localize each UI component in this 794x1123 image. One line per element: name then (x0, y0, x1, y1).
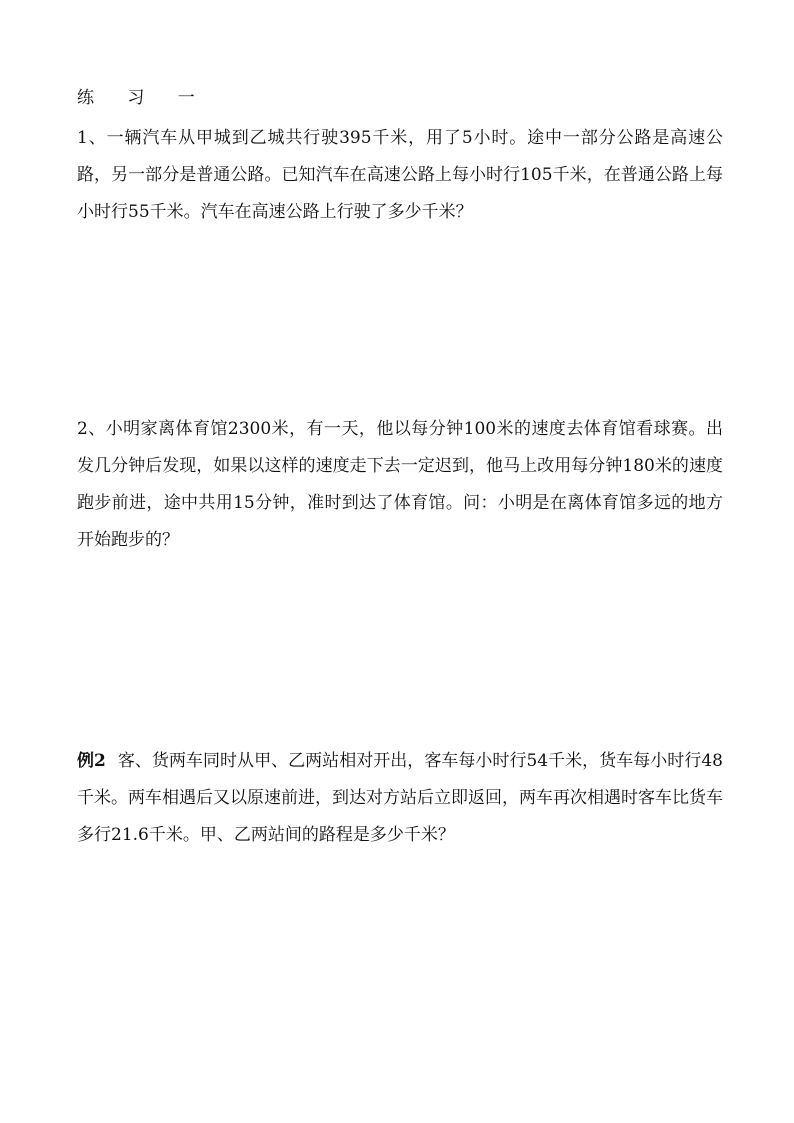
exercise-heading: 练 习 一 (77, 88, 209, 108)
problem-1: 1、一辆汽车从甲城到乙城共行驶395千米，用了5小时。途中一部分公路是高速公路，另一部分是普通公路。已知汽车在高速公路上每小时行105千米，在普通公路上每小时行55千米。汽车在高速公路上行驶了多少千米？ (77, 128, 723, 222)
example-label: 例2 (77, 751, 106, 771)
problem-2: 2、小明家离体育馆2300米，有一天，他以每分钟100米的速度去体育馆看球赛。出发几分钟后发现，如果以这样的速度走下去一定迟到，他马上改用每分钟180米的速度跑步前进，途中共用15分钟，准时到达了体育馆。问：小明是在离体育馆多远的地方开始跑步的？ (77, 419, 723, 550)
example-text: 客、货两车同时从甲、乙两站相对开出，客车每小时行54千米，货车每小时行48千米。两车相遇后又以原速前进，到达对方站后立即返回，两车再次相遇时客车比货车多行21.6千米。甲、乙两站间的路程是多少千米？ (77, 751, 723, 845)
example-2 (77, 743, 723, 854)
